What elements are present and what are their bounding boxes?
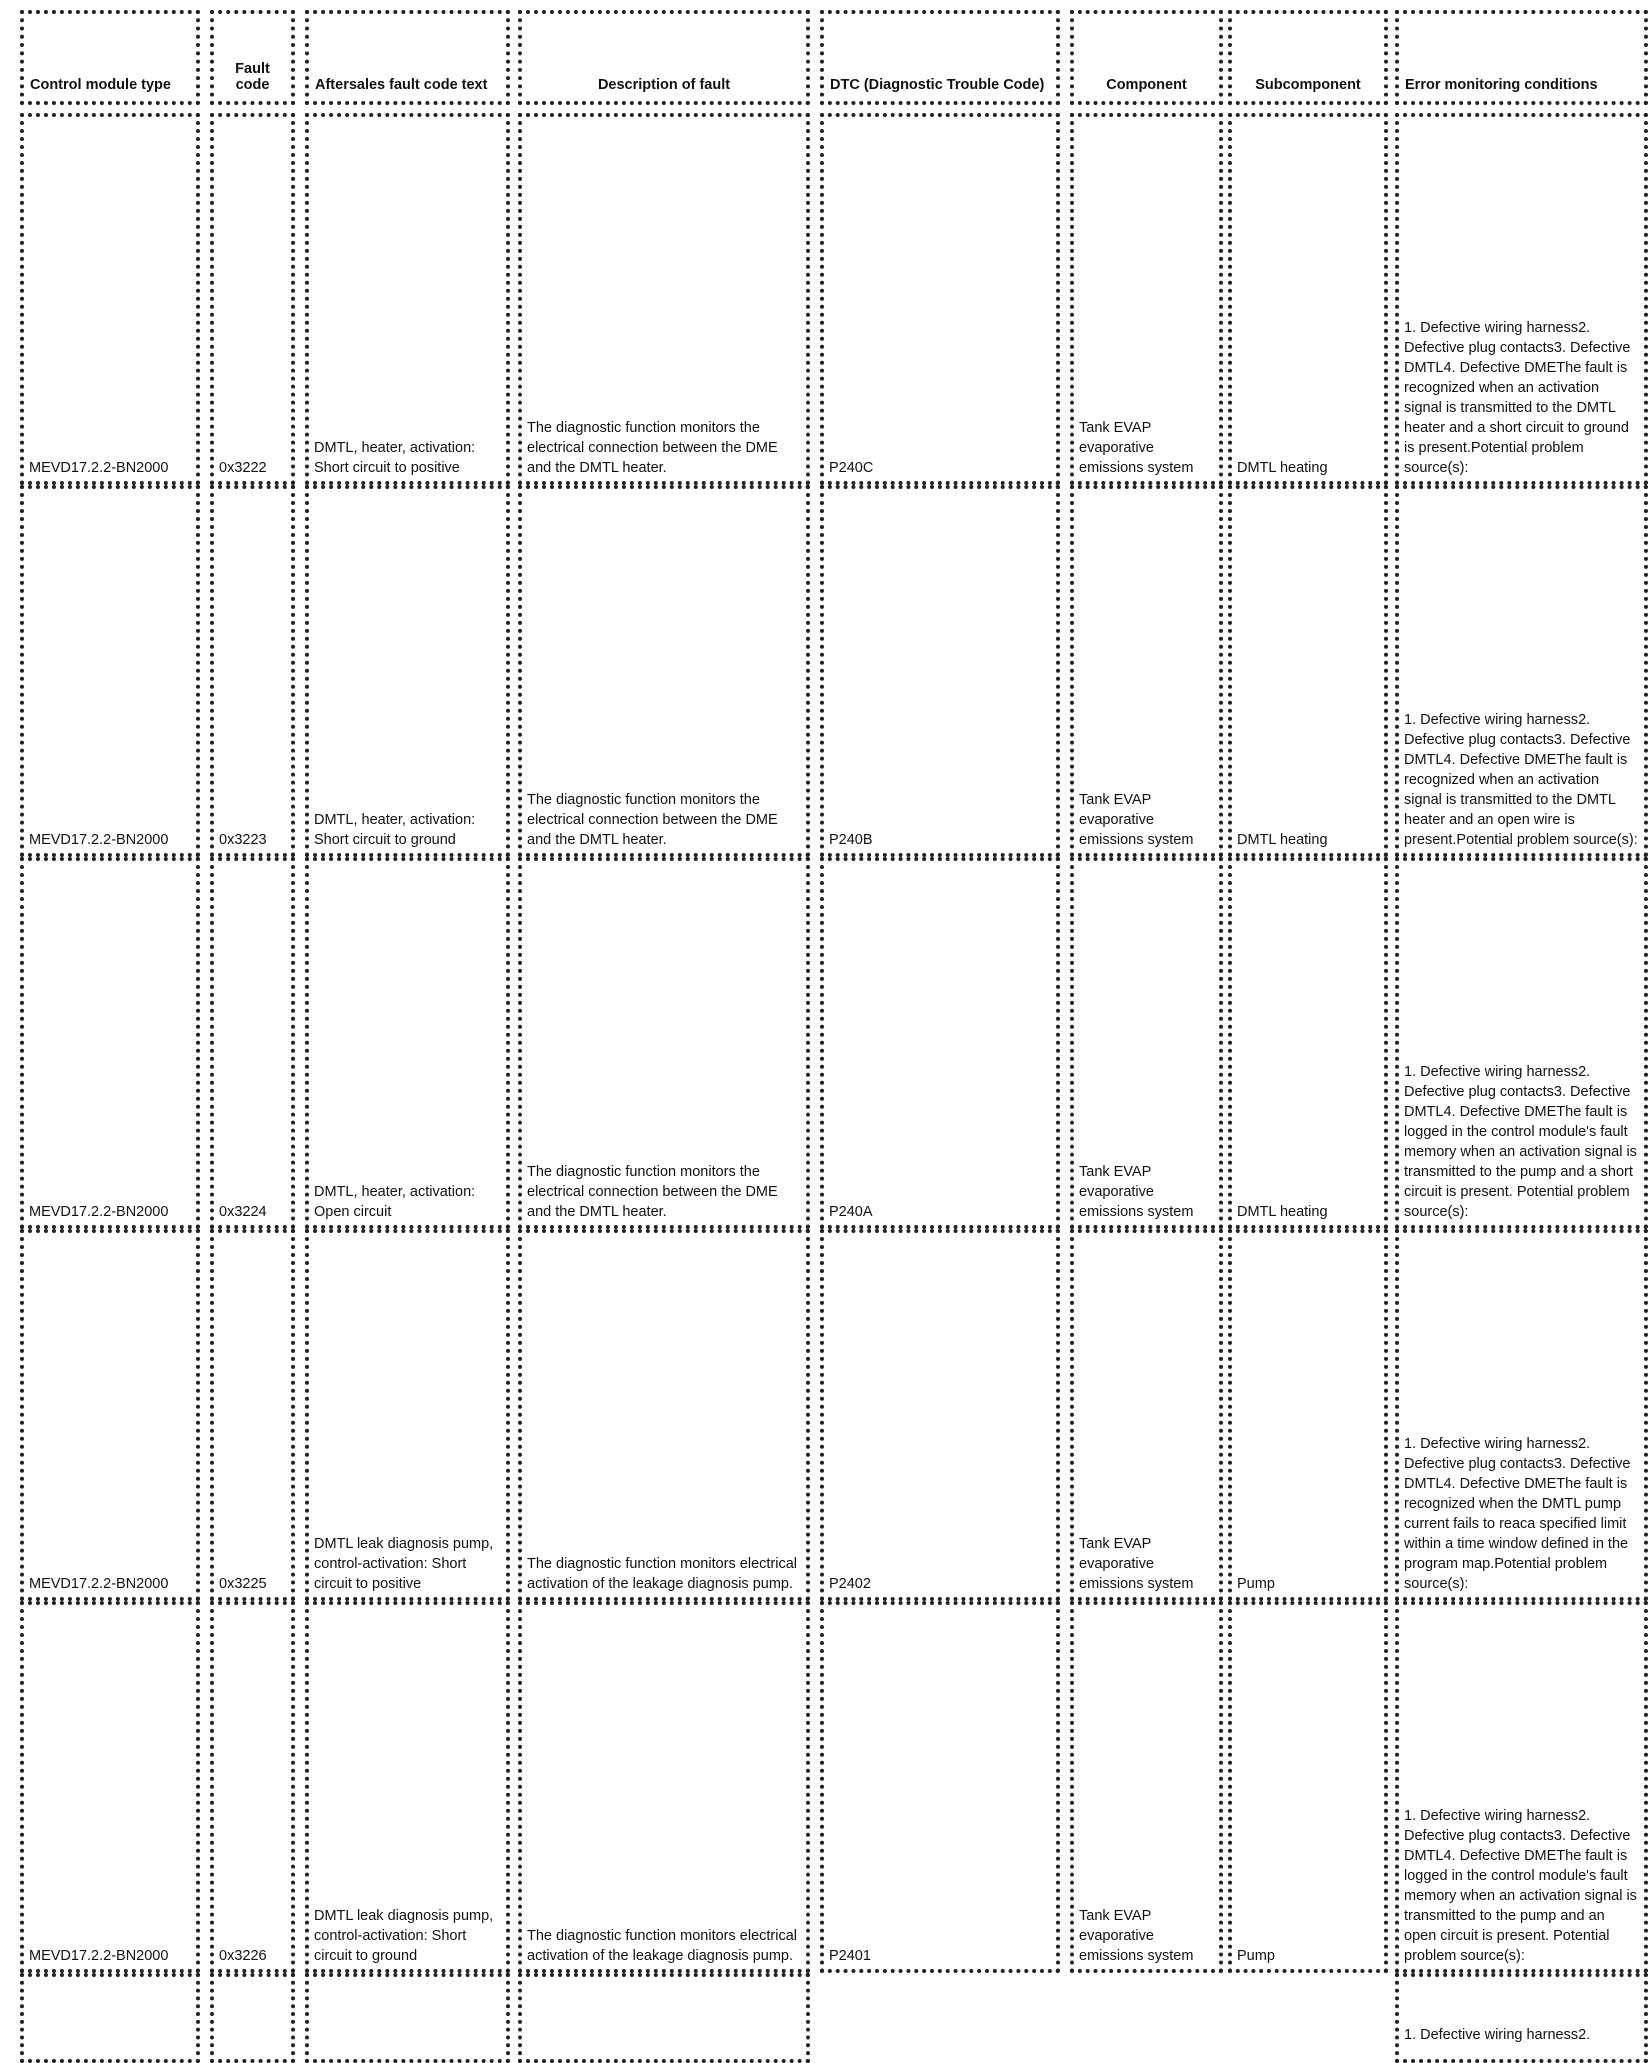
table-row-4-code: 0x3225	[210, 1229, 295, 1601]
table-row-2-conditions: 1. Defective wiring harness2. Defective plug contacts3. Defective DMTL4. Defective DMEThe fault is recognized when an activation signal is transmitted to the DMTL heater and an open wire is present.Potential problem source(s):	[1395, 485, 1648, 857]
table-row-1-text: DMTL, heater, activation: Short circuit to positive	[305, 113, 510, 485]
header-component: Component	[1070, 10, 1223, 105]
table-row-1-component: Tank EVAP evaporative emissions system	[1070, 113, 1223, 485]
table-row-4-description: The diagnostic function monitors electrical activation of the leakage diagnosis pump.	[518, 1229, 810, 1601]
table-row-5-component: Tank EVAP evaporative emissions system	[1070, 1601, 1223, 1973]
table-row-5-text: DMTL leak diagnosis pump, control-activation: Short circuit to ground	[305, 1601, 510, 1973]
table-row-2-module: MEVD17.2.2-BN2000	[20, 485, 200, 857]
table-row-3-description: The diagnostic function monitors the electrical connection between the DME and the DMTL heater.	[518, 857, 810, 1229]
table-row-4-text: DMTL leak diagnosis pump, control-activation: Short circuit to positive	[305, 1229, 510, 1601]
table-row-4-conditions: 1. Defective wiring harness2. Defective plug contacts3. Defective DMTL4. Defective DMEThe fault is recognized when the DMTL pump current fails to reaca specified limit within a time window defined in the program map.Potential problem source(s):	[1395, 1229, 1648, 1601]
table-row-1-description: The diagnostic function monitors the electrical connection between the DME and the DMTL heater.	[518, 113, 810, 485]
table-row-3-text: DMTL, heater, activation: Open circuit	[305, 857, 510, 1229]
table-row-3-module: MEVD17.2.2-BN2000	[20, 857, 200, 1229]
table-row-2-text: DMTL, heater, activation: Short circuit to ground	[305, 485, 510, 857]
table-row-3-subcomponent: DMTL heating	[1228, 857, 1388, 1229]
header-dtc: DTC (Diagnostic Trouble Code)	[820, 10, 1060, 105]
table-row-3-conditions: 1. Defective wiring harness2. Defective plug contacts3. Defective DMTL4. Defective DMEThe fault is logged in the control module's fault memory when an activation signal is transmitted to the pump and a short circuit is present. Potential problem source(s):	[1395, 857, 1648, 1229]
table-row-5-module: MEVD17.2.2-BN2000	[20, 1601, 200, 1973]
table-row-2-code: 0x3223	[210, 485, 295, 857]
header-error-monitoring: Error monitoring conditions	[1395, 10, 1648, 105]
table-row-1-subcomponent: DMTL heating	[1228, 113, 1388, 485]
table-row-5-dtc: P2401	[820, 1601, 1060, 1973]
table-row-4-dtc: P2402	[820, 1229, 1060, 1601]
table-row-2-dtc: P240B	[820, 485, 1060, 857]
table-row-3-component: Tank EVAP evaporative emissions system	[1070, 857, 1223, 1229]
table-row-3-dtc: P240A	[820, 857, 1060, 1229]
table-row-1-code: 0x3222	[210, 113, 295, 485]
header-description: Description of fault	[518, 10, 810, 105]
header-fault-code: Fault code	[210, 10, 295, 105]
header-subcomponent: Subcomponent	[1228, 10, 1388, 105]
table-row-4-module: MEVD17.2.2-BN2000	[20, 1229, 200, 1601]
table-row-1-dtc: P240C	[820, 113, 1060, 485]
table-row-6-conditions: 1. Defective wiring harness2.	[1395, 1973, 1648, 2063]
header-control-module-type: Control module type	[20, 10, 200, 105]
table-row-1-conditions: 1. Defective wiring harness2. Defective plug contacts3. Defective DMTL4. Defective DMEThe fault is recognized when an activation signal is transmitted to the DMTL heater and a short circuit to ground is present.Potential problem source(s):	[1395, 113, 1648, 485]
table-row-1-module: MEVD17.2.2-BN2000	[20, 113, 200, 485]
table-row-5-subcomponent: Pump	[1228, 1601, 1388, 1973]
table-row-5-conditions: 1. Defective wiring harness2. Defective plug contacts3. Defective DMTL4. Defective DMEThe fault is logged in the control module's fault memory when an activation signal is transmitted to the pump and an open circuit is present. Potential problem source(s):	[1395, 1601, 1648, 1973]
header-aftersales-text: Aftersales fault code text	[305, 10, 510, 105]
table-row-4-subcomponent: Pump	[1228, 1229, 1388, 1601]
table-row-2-component: Tank EVAP evaporative emissions system	[1070, 485, 1223, 857]
table-row-3-code: 0x3224	[210, 857, 295, 1229]
table-row-2-description: The diagnostic function monitors the electrical connection between the DME and the DMTL heater.	[518, 485, 810, 857]
table-row-5-code: 0x3226	[210, 1601, 295, 1973]
table-row-5-description: The diagnostic function monitors electrical activation of the leakage diagnosis pump.	[518, 1601, 810, 1973]
table-row-2-subcomponent: DMTL heating	[1228, 485, 1388, 857]
table-row-4-component: Tank EVAP evaporative emissions system	[1070, 1229, 1223, 1601]
